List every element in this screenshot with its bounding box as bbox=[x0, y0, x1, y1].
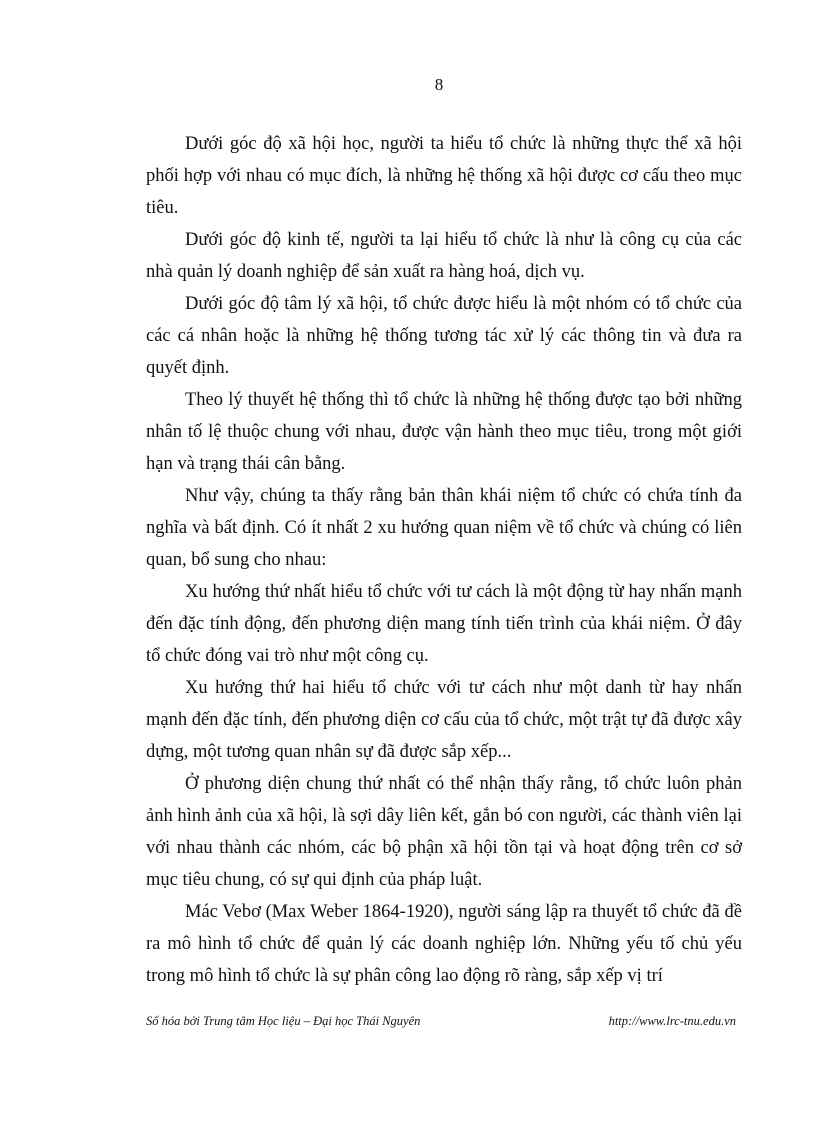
paragraph-systems-theory-view: Theo lý thuyết hệ thống thì tổ chức là những hệ thống được tạo bởi những nhân tố lệ thuộc chung với nhau, được vận hành theo mục tiêu, trong một giới hạn và trạng thái cân bằng. bbox=[146, 390, 742, 474]
footer-url: http://www.lrc-tnu.edu.vn bbox=[608, 1014, 736, 1028]
page-number: 8 bbox=[434, 75, 444, 94]
paragraph-second-trend: Xu hướng thứ hai hiểu tổ chức với tư cách như một danh từ hay nhấn mạnh đến đặc tính, đến phương diện cơ cấu của tổ chức, một trật tự đã được xây dựng, một tương quan nhân sự đã được sắp xếp... bbox=[146, 678, 742, 762]
paragraph-sociology-view: Dưới góc độ xã hội học, người ta hiểu tổ chức là những thực thể xã hội phối hợp với nhau có mục đích, là những hệ thống xã hội được cơ cấu theo mục tiêu. bbox=[146, 134, 742, 218]
body-text bbox=[146, 128, 742, 992]
paragraph-ambiguity: Như vậy, chúng ta thấy rằng bản thân khái niệm tổ chức có chứa tính đa nghĩa và bất định. Có ít nhất 2 xu hướng quan niệm về tổ chức và chúng có liên quan, bổ sung cho nhau: bbox=[146, 486, 742, 570]
paragraph-social-psychology-view: Dưới góc độ tâm lý xã hội, tổ chức được hiểu là một nhóm có tổ chức của các cá nhân hoặc là những hệ thống tương tác xử lý các thông tin và đưa ra quyết định. bbox=[146, 294, 742, 378]
paragraph-economic-view: Dưới góc độ kinh tế, người ta lại hiểu tổ chức là như là công cụ của các nhà quản lý doanh nghiệp để sản xuất ra hàng hoá, dịch vụ. bbox=[146, 230, 742, 282]
paragraph-general-aspect: Ở phương diện chung thứ nhất có thể nhận thấy rằng, tổ chức luôn phản ảnh hình ảnh của xã hội, là sợi dây liên kết, gắn bó con người, các thành viên lại với nhau thành các nhóm, các bộ phận xã hội tồn tại và hoạt động trên cơ sở mục tiêu chung, có sự qui định của pháp luật. bbox=[146, 774, 742, 890]
footer-source: Số hóa bởi Trung tâm Học liệu – Đại học Thái Nguyên bbox=[146, 1014, 421, 1028]
paragraph-first-trend: Xu hướng thứ nhất hiểu tổ chức với tư cách là một động từ hay nhấn mạnh đến đặc tính động, đến phương diện mang tính tiến trình của khái niệm. Ở đây tổ chức đóng vai trò như một công cụ. bbox=[146, 582, 742, 666]
paragraph-max-weber: Mác Vebơ (Max Weber 1864-1920), người sáng lập ra thuyết tổ chức đã đề ra mô hình tổ chức để quản lý các doanh nghiệp lớn. Những yếu tố chủ yếu trong mô hình tổ chức là sự phân công lao động rõ ràng, sắp xếp vị trí bbox=[146, 902, 742, 986]
